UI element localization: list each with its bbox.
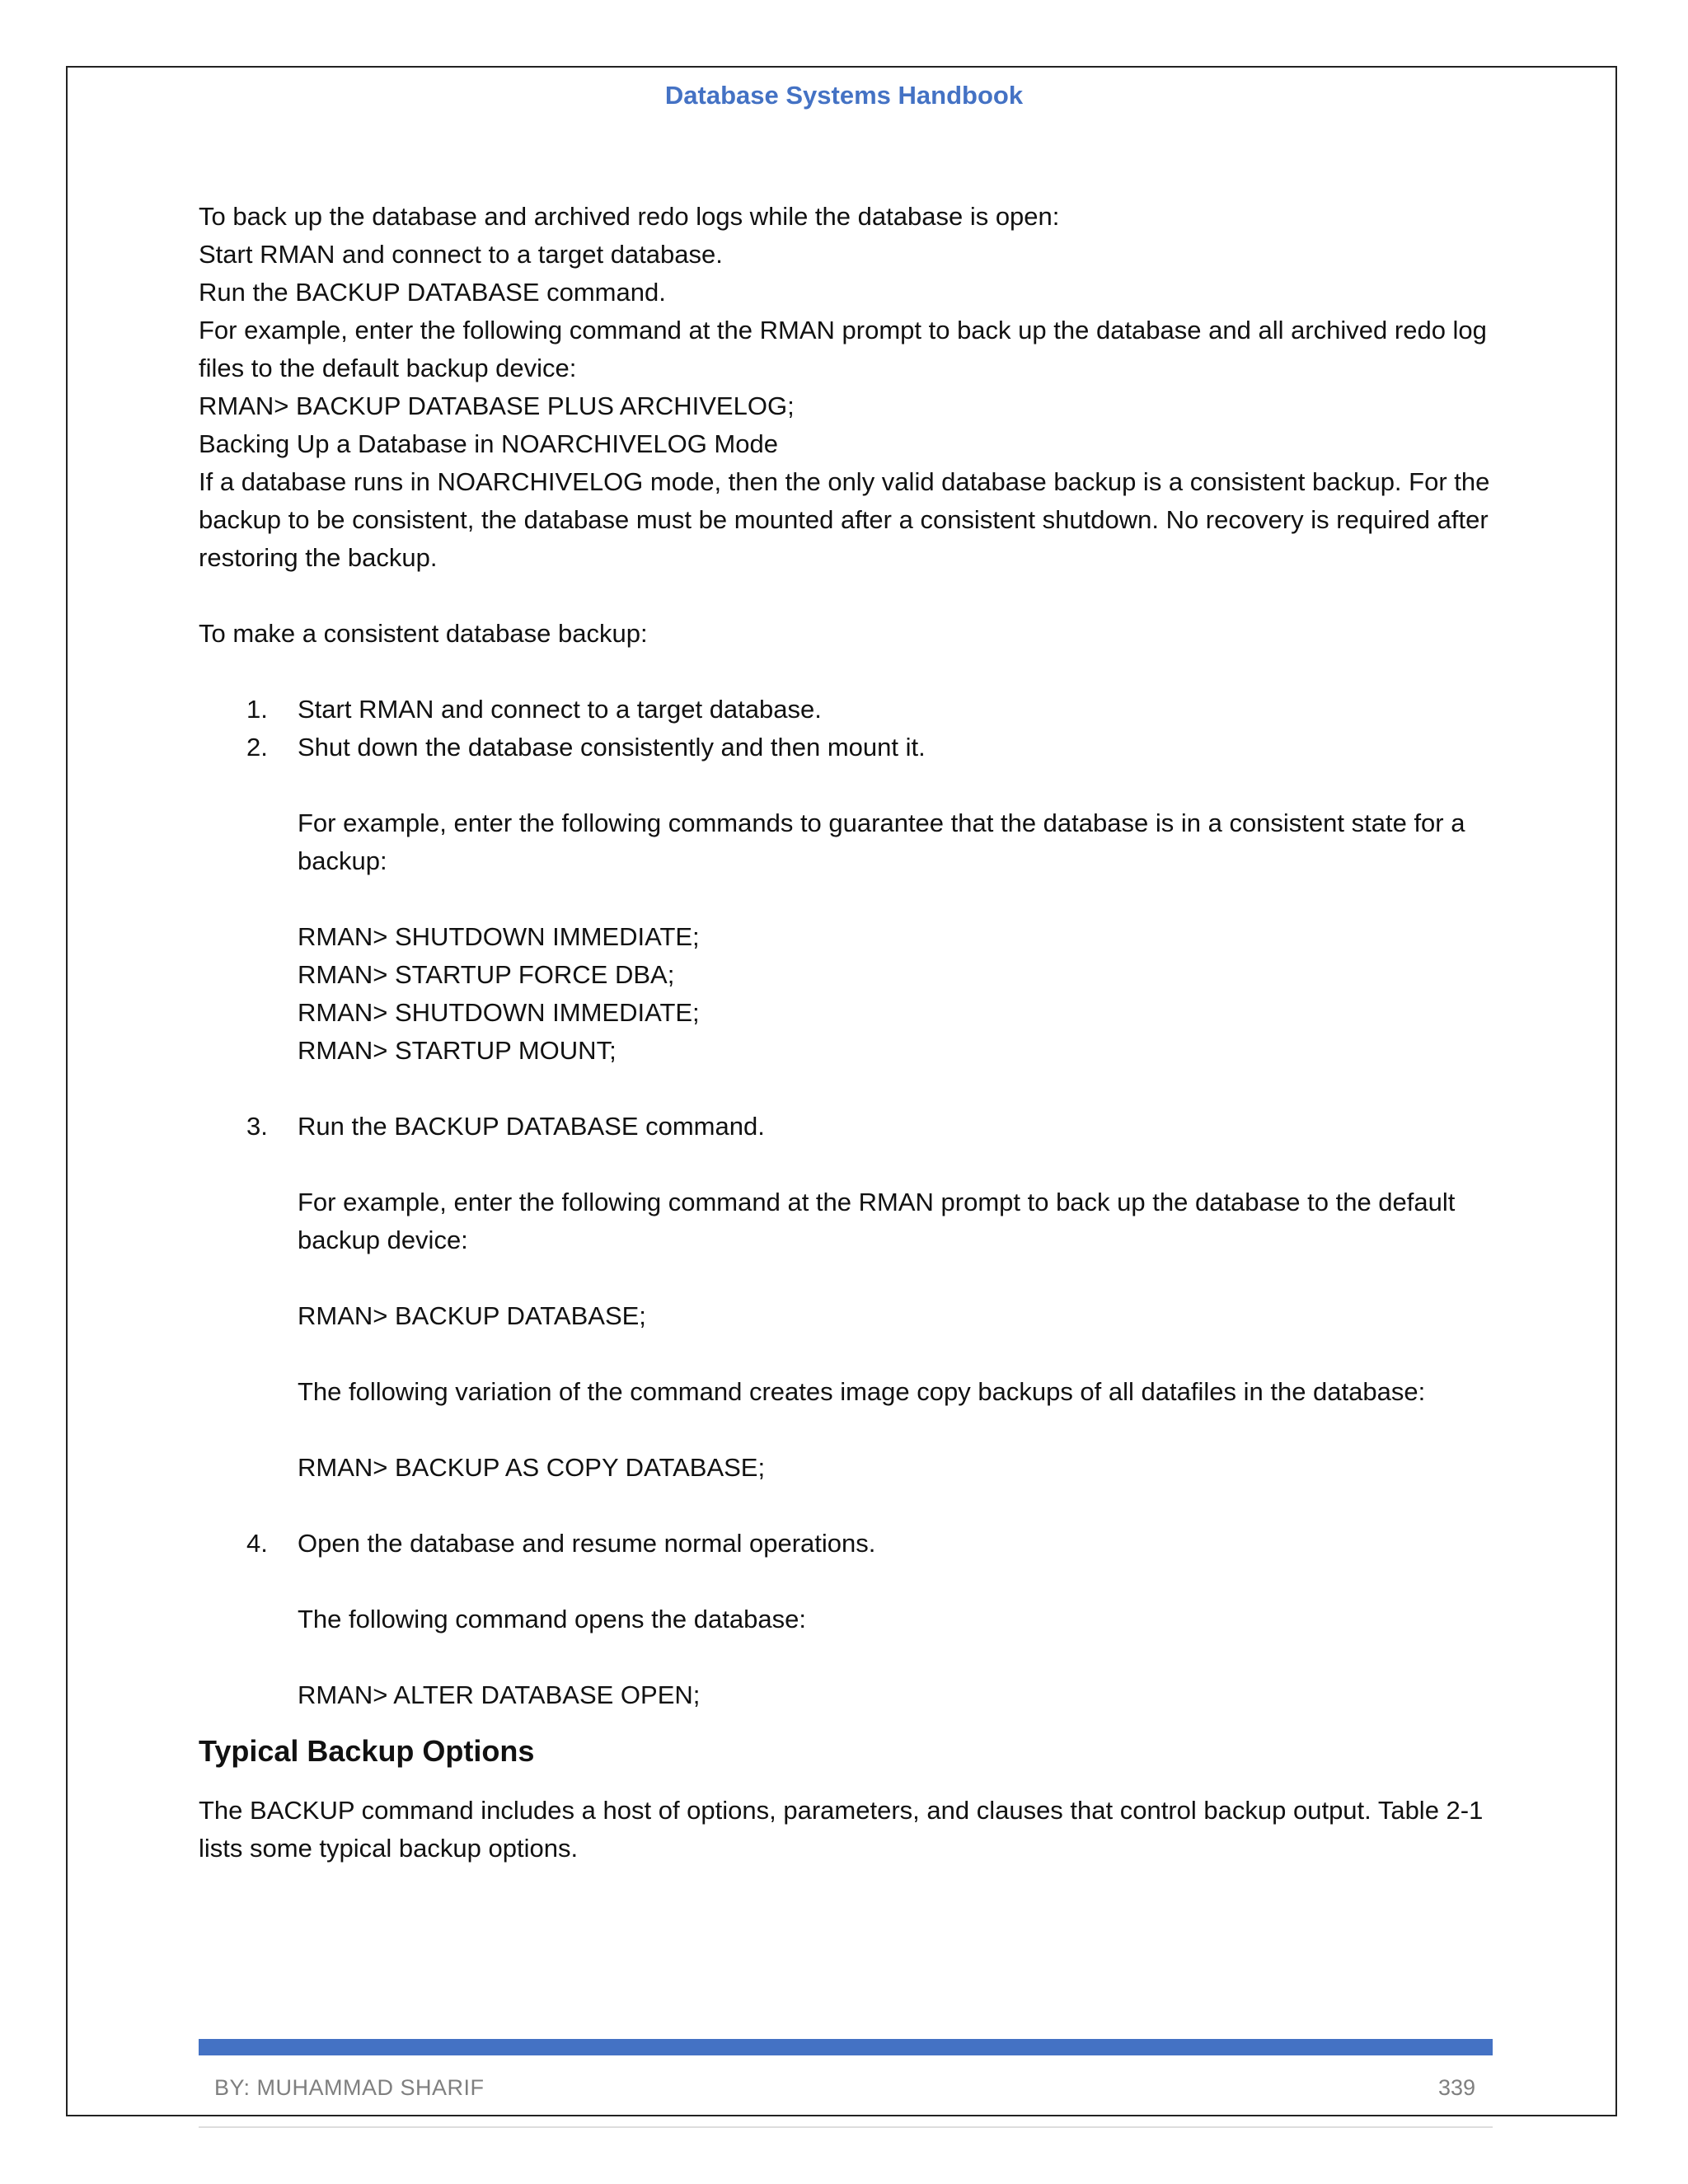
- page-number: 339: [1437, 2075, 1475, 2100]
- consistent-intro: To make a consistent database backup:: [199, 619, 648, 648]
- command-line: RMAN> STARTUP FORCE DBA;: [298, 960, 675, 989]
- step-text: Start RMAN and connect to a target database.: [298, 695, 822, 724]
- list-number: 1.: [246, 695, 268, 724]
- footer-author: BY: MUHAMMAD SHARIF: [214, 2075, 485, 2100]
- step-note: For example, enter the following command at the RMAN prompt to back up the database to the default backup device:: [298, 1188, 1456, 1254]
- section-body: The BACKUP command includes a host of options, parameters, and clauses that control backup output. Table 2-1 lists some typical backup options.: [199, 1796, 1484, 1863]
- running-header: Database Systems Handbook: [664, 81, 1024, 110]
- command-line: RMAN> BACKUP AS COPY DATABASE;: [298, 1453, 766, 1482]
- step-text: Open the database and resume normal operations.: [298, 1529, 876, 1558]
- list-item: [199, 729, 1493, 766]
- list-number: 4.: [246, 1529, 268, 1558]
- intro-line: To back up the database and archived redo logs while the database is open:: [199, 202, 1060, 231]
- footer-divider: [199, 2126, 1493, 2128]
- step-text: Shut down the database consistently and then mount it.: [298, 733, 926, 762]
- list-item: [199, 1525, 1493, 1563]
- list-item: [199, 1108, 1493, 1146]
- list-number: 3.: [246, 1112, 268, 1141]
- command-line: RMAN> BACKUP DATABASE PLUS ARCHIVELOG;: [199, 391, 795, 420]
- footer-bar: [199, 2039, 1493, 2055]
- section-heading: Typical Backup Options: [199, 1734, 535, 1768]
- command-line: RMAN> ALTER DATABASE OPEN;: [298, 1680, 701, 1709]
- step-note: The following variation of the command creates image copy backups of all datafiles in the database:: [298, 1377, 1426, 1406]
- step-note: For example, enter the following commands to guarantee that the database is in a consistent state for a backup:: [298, 808, 1465, 875]
- command-line: RMAN> STARTUP MOUNT;: [298, 1036, 617, 1065]
- list-number: 2.: [246, 733, 268, 762]
- command-line: RMAN> SHUTDOWN IMMEDIATE;: [298, 998, 700, 1027]
- page-content: [199, 198, 1493, 1868]
- intro-paragraph: If a database runs in NOARCHIVELOG mode, then the only valid database backup is a consistent backup. For the backup to be consistent, the database must be mounted after a consistent shutdown. No recovery is required after restoring the backup.: [199, 467, 1490, 572]
- intro-line: For example, enter the following command at the RMAN prompt to back up the database and all archived redo log files to the default backup device:: [199, 316, 1487, 382]
- command-line: RMAN> SHUTDOWN IMMEDIATE;: [298, 922, 700, 951]
- step-note: The following command opens the database:: [298, 1605, 806, 1633]
- step-text: Run the BACKUP DATABASE command.: [298, 1112, 765, 1141]
- subheading-line: Backing Up a Database in NOARCHIVELOG Mode: [199, 429, 778, 458]
- intro-line: Start RMAN and connect to a target database.: [199, 240, 723, 269]
- intro-line: Run the BACKUP DATABASE command.: [199, 278, 666, 307]
- command-line: RMAN> BACKUP DATABASE;: [298, 1301, 646, 1330]
- list-item: [199, 691, 1493, 729]
